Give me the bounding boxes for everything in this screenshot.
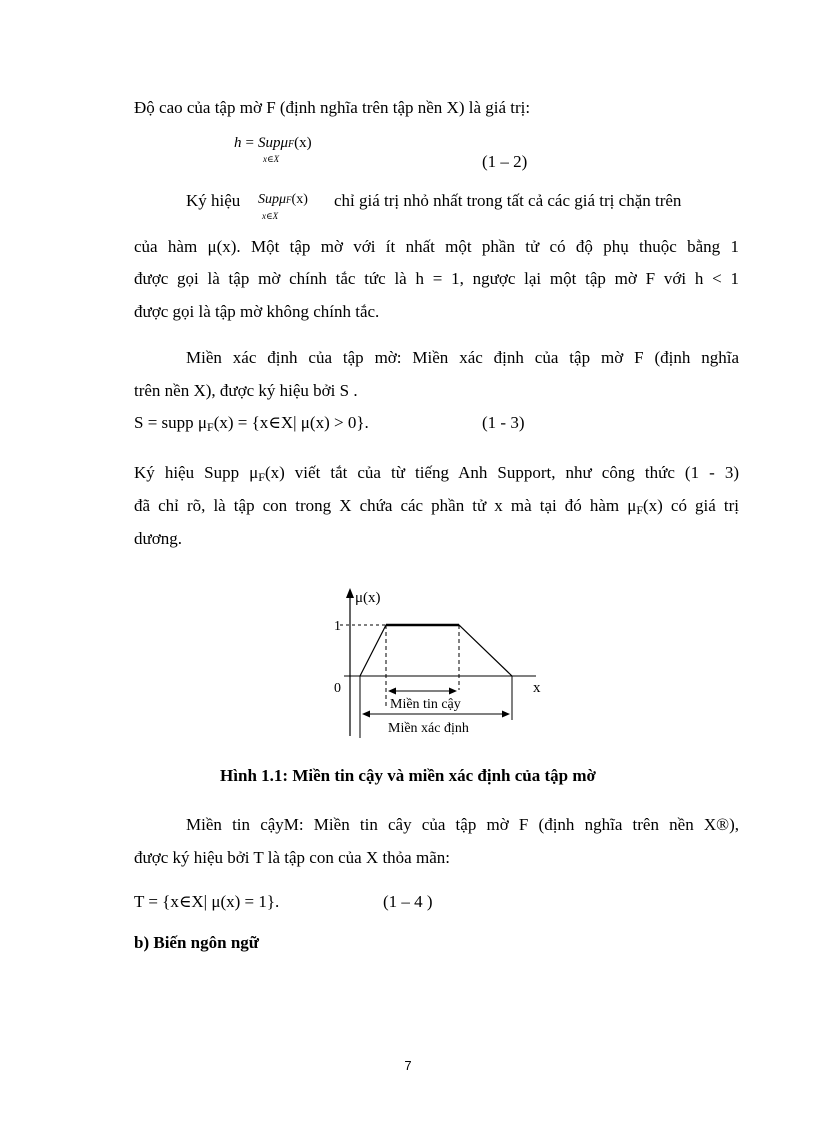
y-axis-label: μ(x) xyxy=(355,590,381,606)
intro-text: Độ cao của tập mờ F (định nghĩa trên tập nền X) là giá trị: xyxy=(134,98,531,117)
core-label: Miền tin cậy xyxy=(390,697,461,712)
support-label: Miền xác định xyxy=(388,721,469,736)
p4-line1-pre: Ký hiệu Supp μ xyxy=(134,463,259,482)
membership-figure xyxy=(300,578,560,748)
p4-line1 xyxy=(134,463,739,487)
formula-mu: μ xyxy=(280,135,288,151)
support-pre: S = supp μ xyxy=(134,413,208,432)
core-arrow-left-head xyxy=(388,688,396,695)
inline-mu: μ xyxy=(279,192,287,207)
inline-x: (x) xyxy=(291,192,308,207)
section-heading-b: b) Biến ngôn ngữ xyxy=(134,933,259,952)
formula-sub-f: F xyxy=(288,139,295,150)
figure-caption: Hình 1.1: Miền tin cậy và miền xác định của tập mờ xyxy=(220,766,596,785)
support-post: (x) = {x∈X| μ(x) > 0}. xyxy=(213,413,369,432)
inline-sub-f: F xyxy=(286,195,292,205)
inline-formula-sup xyxy=(258,190,308,208)
p2-line2: của hàm μ(x). Một tập mờ với ít nhất một phần tử có độ phụ thuộc bằng 1 xyxy=(134,237,739,256)
inline-sup: Sup xyxy=(258,192,279,207)
formula-sup: Sup xyxy=(257,135,281,151)
formula-eq: = xyxy=(245,135,254,151)
p4-line1-sub-f: F xyxy=(258,470,265,484)
trapezoid-membership-function xyxy=(360,625,512,676)
p5-line1: Miền tin cậyM: Miền tin cây của tập mờ F (định nghĩa trên nền X®), xyxy=(186,815,739,834)
p4-line3: dương. xyxy=(134,529,182,548)
formula-x: (x) xyxy=(294,135,312,151)
p2-line1-prefix: Ký hiệu xyxy=(186,191,241,210)
formula-height xyxy=(234,134,312,152)
p4-line2-post: (x) có giá trị xyxy=(643,496,739,515)
y-axis-arrow xyxy=(346,588,354,598)
p3-line2: trên nền X), được ký hiệu bởi S . xyxy=(134,381,358,400)
origin-label: 0 xyxy=(334,681,341,696)
support-arrow-left-head xyxy=(362,711,370,718)
support-arrow-right-head xyxy=(502,711,510,718)
p2-line4: được gọi là tập mờ không chính tắc. xyxy=(134,302,380,321)
p5-line2: được ký hiệu bởi T là tập con của X thỏa mãn: xyxy=(134,848,450,867)
equation-number-1-2: (1 – 2) xyxy=(482,152,528,171)
formula-core: T = {x∈X| μ(x) = 1}. xyxy=(134,892,280,911)
inline-formula-condition: x∈X xyxy=(262,211,279,221)
formula-condition: x∈X xyxy=(263,154,280,164)
p2-line1-suffix: chỉ giá trị nhỏ nhất trong tất cả các giá trị chặn trên xyxy=(334,191,682,210)
formula-support xyxy=(134,413,369,437)
equation-number-1-4: (1 – 4 ) xyxy=(383,892,433,911)
p4-line2-pre: đã chỉ rõ, là tập con trong X chứa các phần tử x mà tại đó hàm μ xyxy=(134,496,637,515)
page-number: 7 xyxy=(404,1058,412,1073)
formula-h: h xyxy=(234,135,242,151)
p4-line2-sub-f: F xyxy=(636,503,644,517)
support-sub-f: F xyxy=(207,420,214,434)
equation-number-1-3: (1 - 3) xyxy=(482,413,525,432)
level-one-label: 1 xyxy=(334,619,341,634)
p4-line1-post: (x) viết tắt của từ tiếng Anh Support, như công thức (1 - 3) xyxy=(264,463,739,482)
p2-line3: được gọi là tập mờ chính tắc tức là h = 1, ngược lại một tập mờ F với h < 1 xyxy=(134,269,739,288)
p3-line1: Miền xác định của tập mờ: Miền xác định của tập mờ F (định nghĩa xyxy=(186,348,739,367)
p4-line2 xyxy=(134,496,739,520)
x-axis-label: x xyxy=(533,680,541,696)
core-arrow-right-head xyxy=(449,688,457,695)
